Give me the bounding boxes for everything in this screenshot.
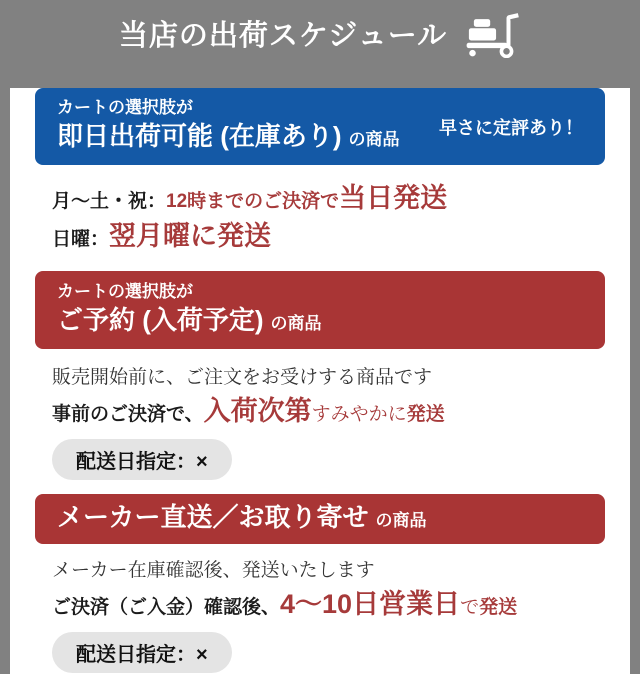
- banner-subtitle: カートの選択肢が: [57, 281, 193, 301]
- preorder-banner-text: [57, 280, 322, 341]
- section-same-day: [35, 88, 605, 257]
- platform-cart-icon: [463, 12, 521, 58]
- payment-deadline-text: 12時までのご決済で: [166, 191, 340, 212]
- same-day-banner-text: [57, 96, 400, 157]
- banner-title-line: [57, 304, 322, 341]
- preorder-banner: [35, 271, 605, 349]
- sunday-label: 日曜：: [52, 229, 110, 250]
- page-title: 当店の出荷スケジュール: [118, 19, 448, 52]
- banner-title-line: [57, 501, 426, 538]
- delivery-date-badge: 配送日指定：×: [52, 439, 232, 480]
- banner-suffix: の商品: [348, 130, 400, 149]
- banner-emphasis: メーカー直送／お取り寄せ: [57, 501, 369, 532]
- same-day-banner: [35, 88, 605, 165]
- header: [0, 0, 640, 66]
- promptly-text: すみやかに: [311, 404, 407, 425]
- direct-order-banner: [35, 494, 605, 544]
- banner-emphasis: ご予約 (入荷予定): [57, 304, 264, 335]
- same-day-dispatch-text: 当日発送: [339, 183, 448, 213]
- weekday-label: 月〜土・祝：: [52, 191, 167, 212]
- sunday-shipping-row: [52, 219, 605, 257]
- direct-dispatch-row: [52, 586, 605, 626]
- banner-subtitle: カートの選択肢が: [57, 98, 193, 117]
- de-text: で: [460, 597, 480, 618]
- section-direct-order: [35, 494, 605, 673]
- speed-reputation-note: 早さに定評あり！: [439, 117, 583, 138]
- banner-emphasis: 即日出荷可能 (在庫あり): [57, 121, 342, 151]
- dispatch-text: 発送: [479, 597, 518, 618]
- delivery-date-badge: 配送日指定：×: [52, 632, 232, 673]
- on-arrival-text: 入荷次第: [203, 396, 312, 426]
- content-panel: [10, 88, 630, 674]
- preorder-dispatch-row: [52, 393, 605, 433]
- same-day-details: [35, 181, 605, 257]
- preorder-description-row: [52, 363, 605, 393]
- banner-suffix: の商品: [270, 313, 322, 333]
- weekday-shipping-row: [52, 181, 605, 219]
- next-monday-dispatch-text: 翌月曜に発送: [109, 221, 272, 251]
- banner-suffix: の商品: [375, 510, 427, 530]
- direct-order-details: [35, 556, 605, 673]
- section-preorder: [35, 271, 605, 480]
- preorder-details: [35, 363, 605, 480]
- advance-payment-label: 事前のご決済で、: [52, 404, 204, 425]
- preorder-description: 販売開始前に、ご注文をお受けする商品です: [52, 367, 433, 388]
- business-days-text: 4〜10日営業日: [280, 589, 461, 619]
- banner-title-line: [57, 120, 400, 157]
- payment-confirm-label: ご決済（ご入金）確認後、: [52, 597, 281, 618]
- stock-check-row: [52, 556, 605, 586]
- stock-check-description: メーカー在庫確認後、発送いたします: [52, 560, 375, 581]
- dispatch-text: 発送: [406, 404, 445, 425]
